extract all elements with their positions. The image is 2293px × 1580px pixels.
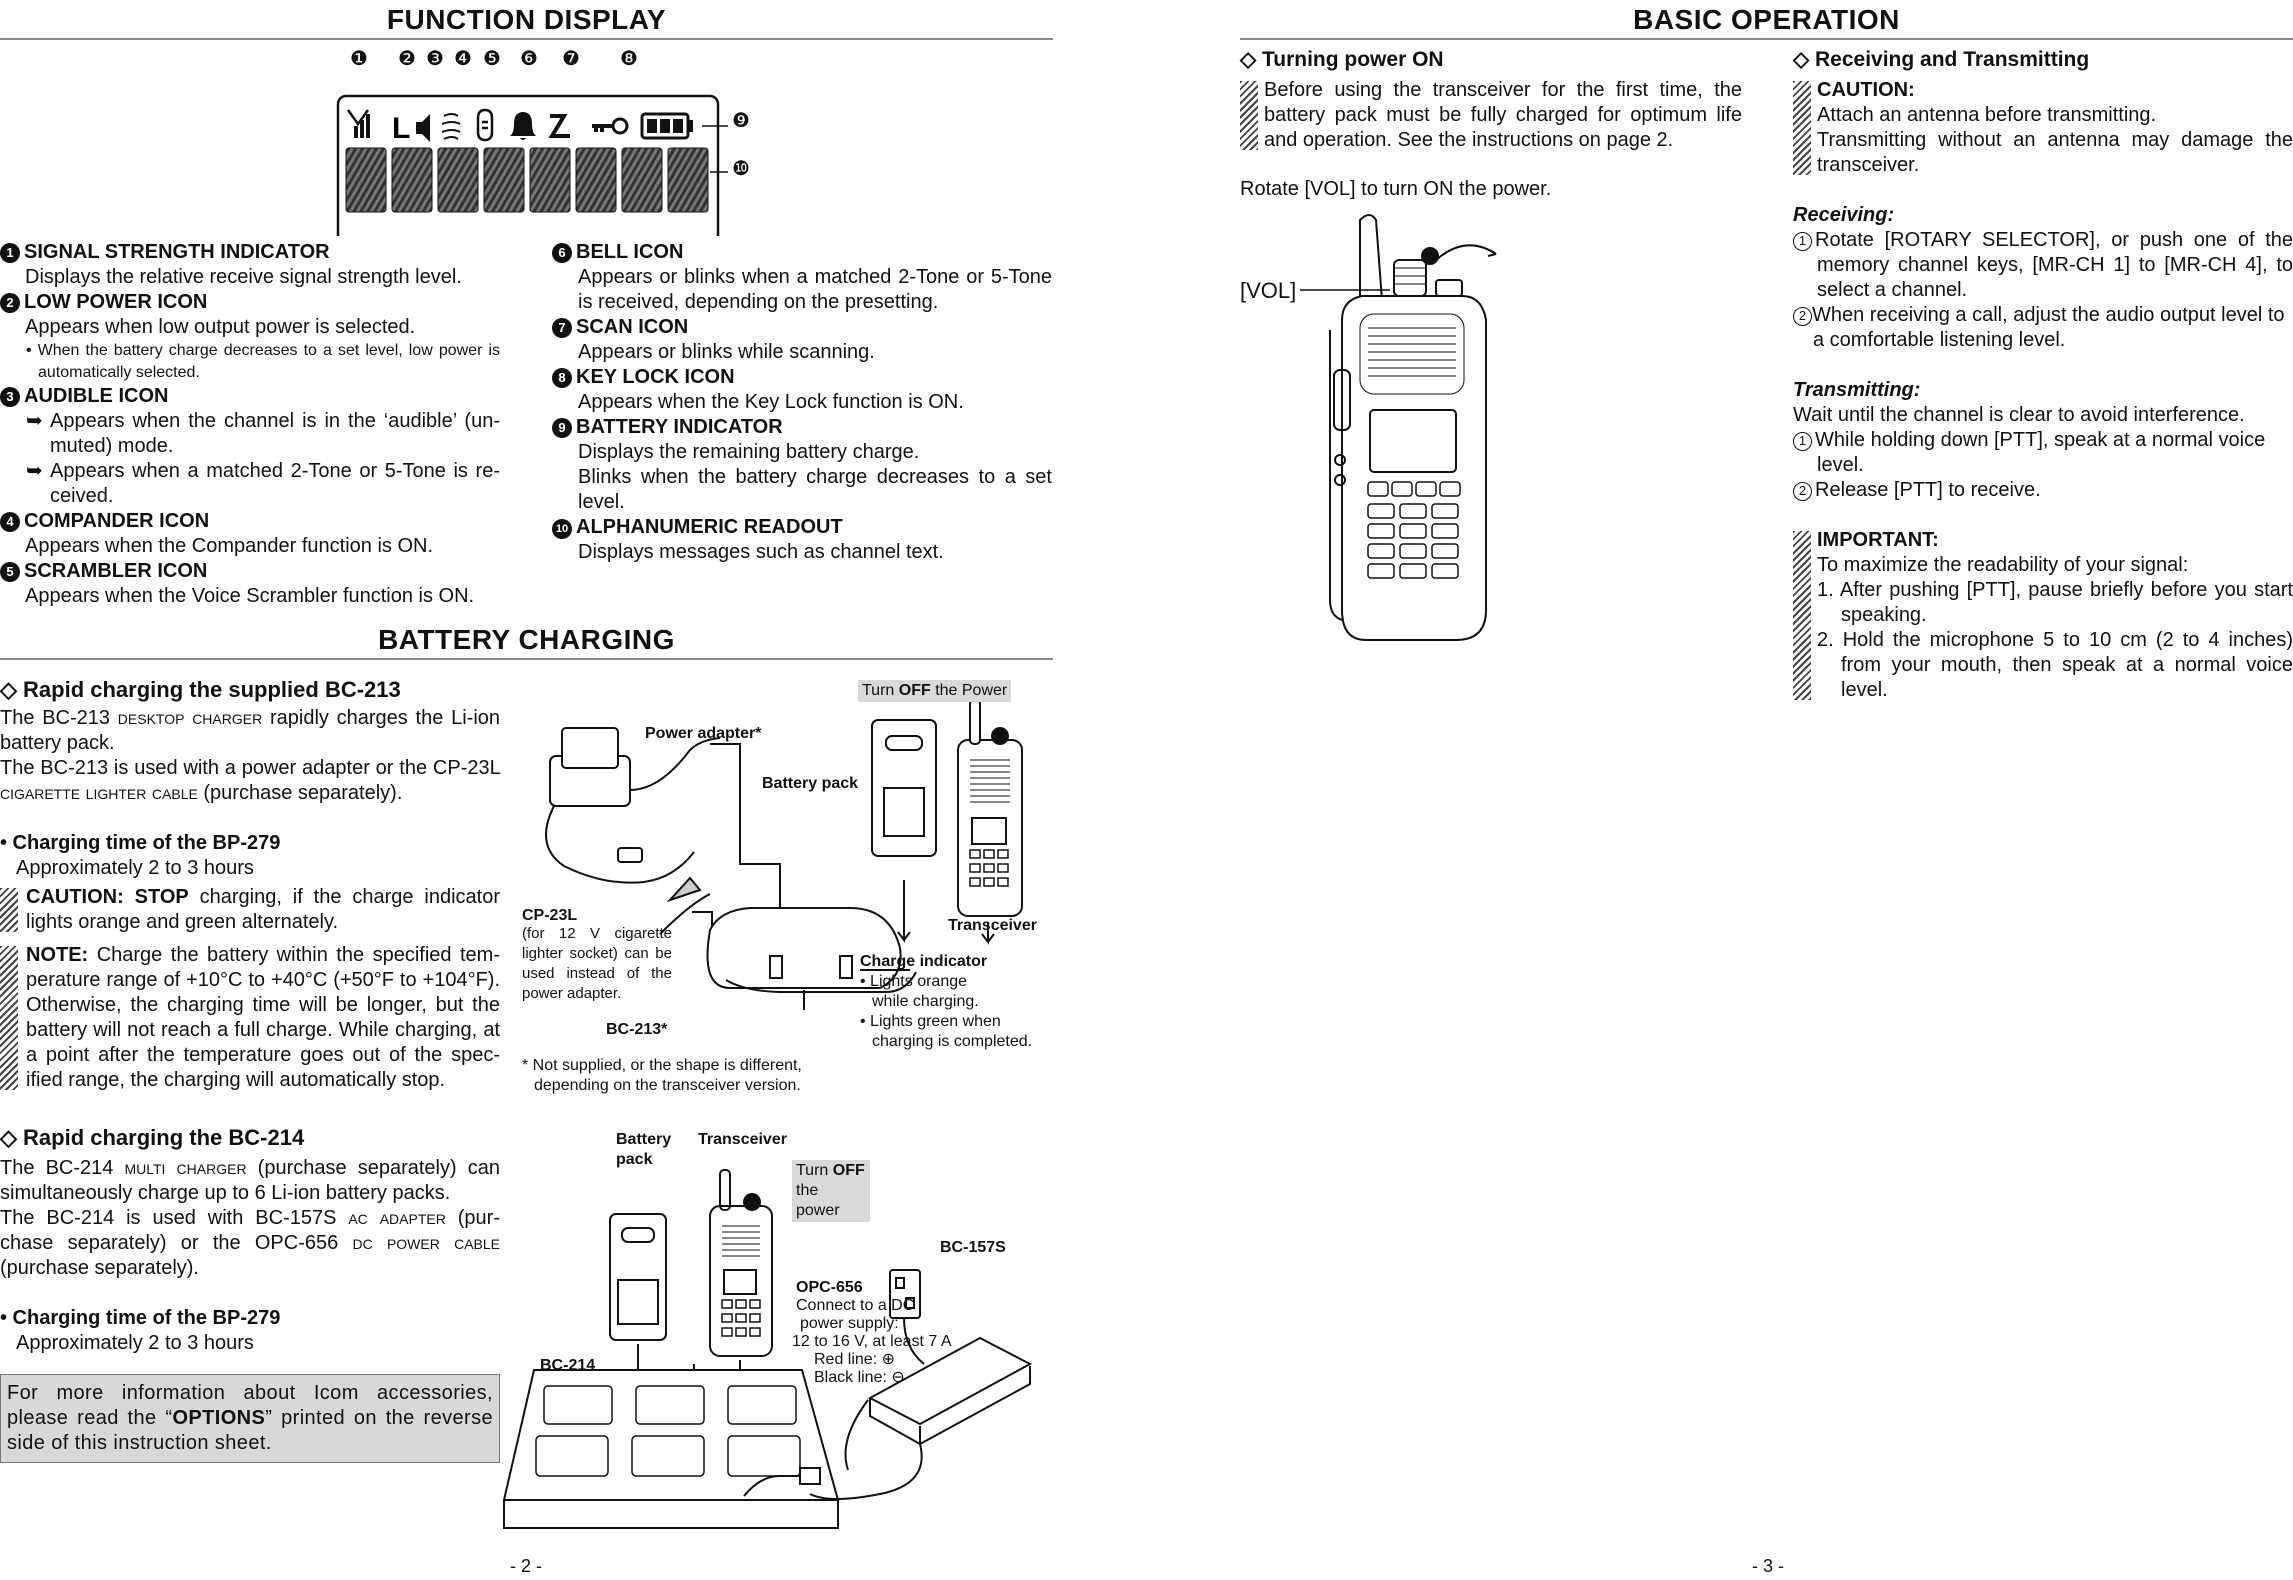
label: CAUTION: STOP (26, 886, 189, 908)
text: ” printed on the reverse side of this instruction sheet. (7, 1407, 493, 1454)
alphanumeric-segments (346, 148, 708, 212)
item-desc: Appears when low output power is selected. (25, 316, 416, 338)
scrambler-icon (478, 110, 492, 140)
text: The BC-213 is used with a power adapter or the CP-23L (0, 757, 500, 779)
text: charging, if the charge indicator lights orange and green alternately. (26, 886, 500, 933)
battery-pack-label: Battery pack (762, 775, 859, 792)
bc213-label: BC-213* (606, 1021, 668, 1038)
caution-line-1: Attach an antenna before transmitting. (1817, 104, 2157, 126)
footnote-2: depending on the transceiver version. (534, 1077, 801, 1094)
text: the power (796, 1182, 840, 1219)
rx-step-2: When receiving a call, adjust the audio output level to a comfortable listening level. (1812, 304, 2285, 351)
text: ac adapter (348, 1207, 446, 1229)
text: the Power (930, 682, 1008, 699)
right-page (1240, 0, 2293, 1580)
text: desktop charger (117, 707, 263, 729)
callout-10: ❿ (732, 158, 750, 180)
item-title: ALPHANUMERIC READOUT (576, 516, 843, 538)
step-1-icon: 1 (1793, 232, 1812, 251)
opc656-label: OPC-656 (796, 1279, 863, 1296)
text: The BC-214 (0, 1157, 125, 1179)
bell-icon (510, 112, 536, 140)
num-badge: 9 (552, 418, 572, 438)
item-title: SCRAMBLER ICON (24, 560, 208, 582)
item-desc: Appears when the Compander function is ON. (25, 535, 433, 557)
battery-pack-label: Battery pack (616, 1131, 672, 1168)
item-title: LOW POWER ICON (24, 291, 208, 313)
num-badge: 3 (0, 387, 20, 407)
transmitting-label: Transmitting: (1793, 379, 1921, 401)
text: (pur-chase separately) or the OPC-656 (0, 1207, 500, 1254)
cp23l-desc: (for 12 V cigarette lighter socket) can be used instead of the power adapter. (522, 925, 672, 1002)
callout-7: ❼ (562, 48, 580, 70)
basic-operation-title: BASIC OPERATION (1240, 0, 2293, 40)
item-title: KEY LOCK ICON (576, 366, 735, 388)
tx-step-1: While holding down [PTT], speak at a normal voice level. (1815, 429, 2266, 476)
charging-time-value: Approximately 2 to 3 hours (16, 857, 254, 879)
item-note: • When the battery charge decreases to a set level, low power is automatically selected. (26, 342, 500, 381)
receiving-label: Receiving: (1793, 204, 1895, 226)
cp23l-label: CP-23L (522, 907, 578, 924)
text: Charge the battery within the specified tem-perature range of +10°C to +40°C (+50°F to +104°F). Otherwise, the charging time will be longer, but the battery will not reach a full charge. While charging, at a point after the temperature goes out of the spec-ified range, the charging will automatically stop. (26, 944, 500, 1091)
first-use-note: Before using the transceiver for the first time, the battery pack must be fully charged for optimum life and operation. See the instructions on page 2. (1240, 78, 1742, 153)
power-adapter-label: Power adapter* (645, 725, 762, 742)
num-badge: 1 (0, 243, 20, 263)
bc214-illustration (500, 1130, 1055, 1530)
item-title: COMPANDER ICON (24, 510, 210, 532)
caution-label: CAUTION: (1817, 79, 1915, 101)
text: (purchase separately). (197, 782, 403, 804)
turn-off-power-label (858, 680, 1011, 702)
lcd-display (330, 46, 770, 236)
bc214-section (0, 1124, 500, 1463)
arrow-icon: ➥ (26, 410, 43, 432)
num-badge: 10 (552, 519, 572, 539)
text: For more information about Icom accessories, please read the “ (7, 1382, 493, 1429)
vol-label: [VOL] (1240, 278, 1297, 303)
opc656-desc-5: Black line: ⊖ (814, 1369, 905, 1386)
item-desc: Blinks when the battery charge decreases to a set level. (578, 466, 1052, 513)
tx-step-2: Release [PTT] to receive. (1815, 479, 2041, 501)
callout-3: ❸ (426, 48, 444, 70)
bc213-section (0, 676, 500, 1093)
power-on-heading: ◇ Turning power ON (1240, 48, 1444, 71)
power-on-section (1240, 46, 1742, 202)
step-1-icon: 1 (1793, 432, 1812, 451)
caution-note (0, 885, 500, 935)
text: OPTIONS (172, 1407, 266, 1429)
charging-time-label: • Charging time of the BP-279 (0, 832, 281, 854)
text: cigarette lighter cable (0, 782, 198, 804)
turn-off-power-label (792, 1160, 870, 1222)
important-2: 2. Hold the microphone 5 to 10 cm (2 to 4 inches) from your mouth, then speak at a normal voice level. (1817, 629, 2293, 701)
scan-icon (550, 116, 570, 136)
text: multi charger (124, 1157, 247, 1179)
compander-icon (442, 114, 460, 139)
charging-time-value: Approximately 2 to 3 hours (16, 1332, 254, 1354)
caution-line-2: Transmitting without an antenna may damage the transceiver. (1817, 129, 2293, 176)
transceiver-label: Transceiver (698, 1131, 787, 1148)
bc213-heading: ◇ Rapid charging the supplied BC-213 (0, 677, 401, 702)
text: rapidly charges the Li-ion battery pack. (0, 707, 501, 754)
step-2-icon: 2 (1793, 482, 1812, 501)
rotate-vol-text: Rotate [VOL] to turn ON the power. (1240, 178, 1552, 200)
num-badge: 4 (0, 512, 20, 532)
charge-indicator-green: • Lights green when (860, 1013, 1001, 1030)
item-desc: Appears or blinks while scanning. (578, 341, 875, 363)
bc157s-label: BC-157S (940, 1239, 1006, 1256)
item-desc: Appears when the Key Lock function is ON. (578, 391, 964, 413)
callout-9: ❾ (732, 110, 750, 132)
callout-1: ❶ (350, 48, 368, 70)
opc656-desc-3: 12 to 16 V, at least 7 A (792, 1333, 952, 1350)
important-1: 1. After pushing [PTT], pause briefly before you start speaking. (1817, 579, 2293, 626)
battery-charging-title: BATTERY CHARGING (0, 620, 1053, 660)
item-desc: Appears when the channel is in the ‘audible’ (un-muted) mode. (50, 410, 500, 457)
text: Turn (796, 1162, 833, 1179)
transceiver-label: Transceiver (948, 917, 1037, 934)
temperature-note (0, 943, 500, 1093)
transceiver-illustration (1240, 210, 1540, 650)
footnote-1: * Not supplied, or the shape is different, (522, 1057, 802, 1074)
left-page (0, 0, 1055, 1580)
text: OFF (898, 682, 931, 699)
num-badge: 5 (0, 562, 20, 582)
callout-5: ❺ (483, 48, 501, 70)
item-desc: Displays messages such as channel text. (578, 541, 944, 563)
opc656-desc-4: Red line: ⊕ (814, 1351, 895, 1368)
options-info-box (0, 1374, 500, 1463)
lcd-figure (330, 46, 770, 236)
text: OFF (832, 1162, 865, 1179)
page-number-right: - 3 - (1752, 1556, 1785, 1576)
function-list-col1 (0, 240, 500, 609)
text: dc power cable (352, 1232, 500, 1254)
text: (purchase separately) can simultaneously charge up to 6 Li-ion battery packs. (0, 1157, 500, 1204)
num-badge: 2 (0, 293, 20, 313)
num-badge: 7 (552, 318, 572, 338)
low-power-icon: L (392, 112, 411, 145)
charge-indicator-label: Charge indicator (860, 953, 988, 970)
item-title: SCAN ICON (576, 316, 689, 338)
radio-figure (1240, 210, 1540, 650)
item-desc: Appears or blinks when a matched 2-Tone or 5-Tone is received, depending on the presetting. (578, 266, 1052, 313)
item-title: BELL ICON (576, 241, 684, 263)
item-desc: Appears when a matched 2-Tone or 5-Tone is re-ceived. (50, 460, 500, 507)
item-title: SIGNAL STRENGTH INDICATOR (24, 241, 330, 263)
audible-icon (416, 114, 430, 142)
rx-tx-heading: ◇ Receiving and Transmitting (1793, 48, 2090, 71)
item-desc: Displays the relative receive signal strength level. (25, 266, 462, 288)
text: Turn (862, 682, 899, 699)
function-list-col2 (552, 240, 1052, 565)
callout-2: ❷ (398, 48, 416, 70)
bc213-figure (520, 680, 1055, 1100)
text: The BC-214 is used with BC-157S (0, 1207, 349, 1229)
charging-time-label: • Charging time of the BP-279 (0, 1307, 281, 1329)
rx-step-1: Rotate [ROTARY SELECTOR], or push one of the memory channel keys, [MR-CH 1] to [MR-CH 4], to select a channel. (1815, 229, 2293, 301)
important-block (1793, 528, 2293, 703)
item-desc: Appears when the Voice Scrambler function is ON. (25, 585, 475, 607)
item-title: BATTERY INDICATOR (576, 416, 783, 438)
bc214-figure (500, 1130, 1055, 1530)
caution-block (1793, 78, 2293, 178)
num-badge: 6 (552, 243, 572, 263)
page-number-left: - 2 - (510, 1556, 543, 1576)
charge-indicator-green-2: charging is completed. (872, 1033, 1033, 1050)
arrow-icon: ➥ (26, 460, 43, 482)
callout-4: ❹ (454, 48, 472, 70)
text: (purchase separately). (0, 1257, 199, 1279)
text: The BC-213 (0, 707, 118, 729)
callout-6: ❻ (520, 48, 538, 70)
item-title: AUDIBLE ICON (24, 385, 169, 407)
bc214-heading: ◇ Rapid charging the BC-214 (0, 1125, 305, 1150)
signal-icon (348, 110, 370, 138)
bc214-label: BC-214 (540, 1357, 596, 1374)
function-display-title: FUNCTION DISPLAY (0, 0, 1053, 40)
callout-8: ❽ (620, 48, 638, 70)
step-2-icon: 2 (1793, 307, 1812, 326)
charge-indicator-orange: • Lights orange (860, 973, 968, 990)
tx-intro: Wait until the channel is clear to avoid interference. (1793, 404, 2245, 426)
opc656-desc-2: power supply: (800, 1315, 899, 1332)
item-desc: Displays the remaining battery charge. (578, 441, 920, 463)
charge-indicator-orange-2: while charging. (872, 993, 979, 1010)
opc656-desc-1: Connect to a DC (796, 1297, 915, 1314)
num-badge: 8 (552, 368, 572, 388)
label: NOTE: (26, 944, 89, 966)
key-lock-icon (592, 119, 627, 133)
important-label: IMPORTANT: (1817, 529, 1939, 551)
battery-icon (642, 114, 693, 138)
important-intro: To maximize the readability of your signal: (1817, 554, 2189, 576)
rx-tx-section (1793, 46, 2293, 703)
